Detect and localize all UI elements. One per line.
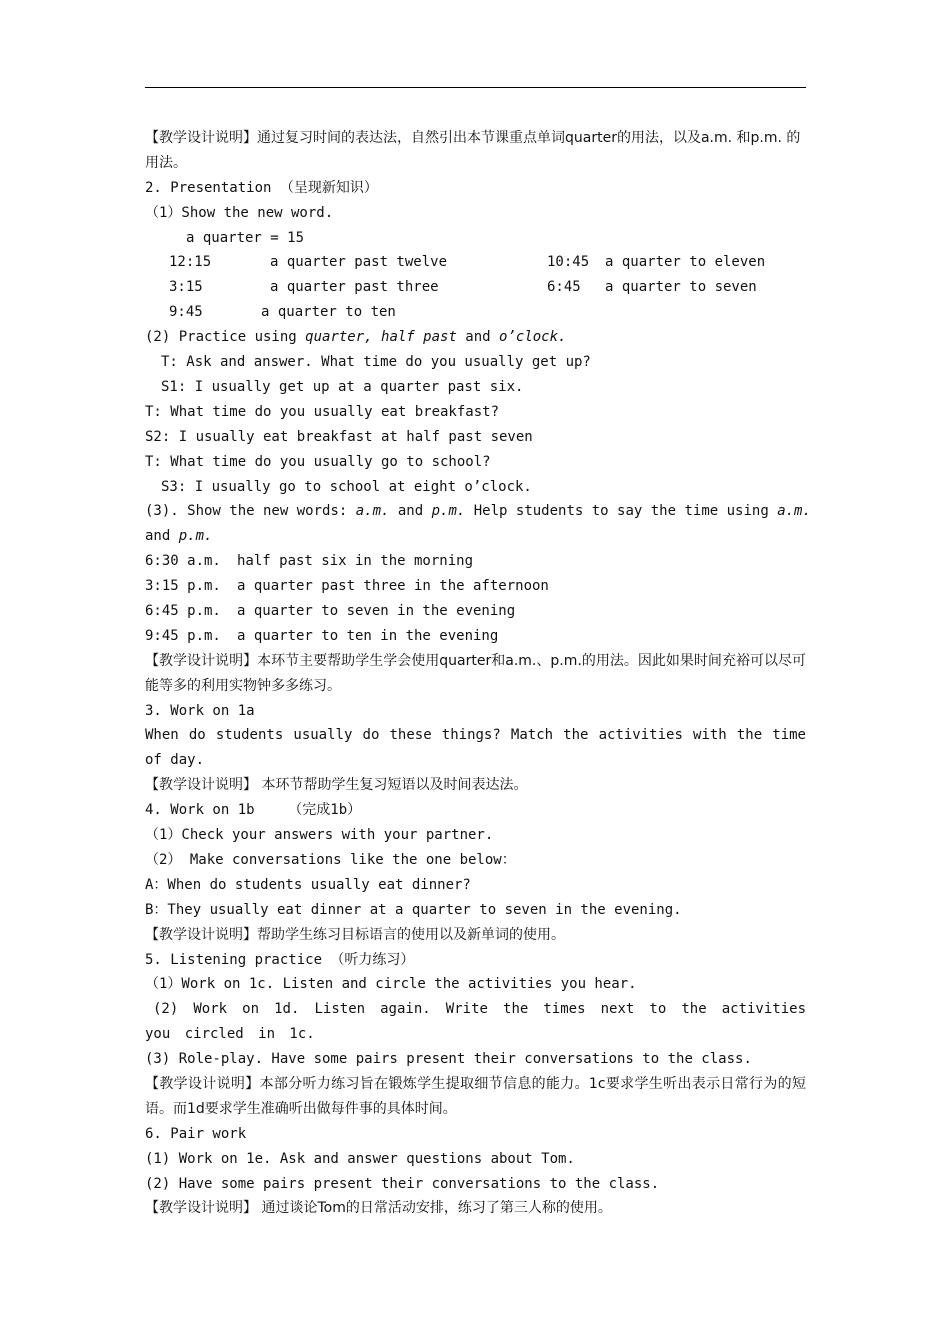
text-run-italic: p.m. <box>431 503 466 520</box>
text-run-italic: quarter, half past <box>305 329 457 346</box>
text-run: and <box>145 528 179 545</box>
time-value: 10:45 <box>547 254 590 271</box>
paragraph: （2） Make conversations like the one below： <box>145 851 516 868</box>
time-phrase: a quarter to seven in the evening <box>237 602 516 619</box>
dialogue-line: S2: I usually eat breakfast at half past seven <box>145 428 533 445</box>
text-run: (3). Show the new words: <box>145 503 356 520</box>
text-run-italic: a.m. <box>355 503 390 520</box>
time-row <box>145 250 806 275</box>
paragraph: When do students usually do these things? Match the activities with the time of day. <box>145 727 806 769</box>
note-label: 【教学设计说明】 <box>145 130 257 146</box>
document-body <box>145 126 811 1221</box>
time-phrase: half past six in the morning <box>237 553 474 570</box>
time-row <box>145 275 806 300</box>
paragraph: （1）Work on 1c. Listen and circle the activities you hear. <box>145 976 637 993</box>
design-note-6 <box>145 1196 806 1221</box>
time-value: 6:30 a.m. <box>145 553 221 570</box>
note-text: 通过谈论Tom的日常活动安排，练习了第三人称的使用。 <box>257 1200 612 1217</box>
note-label: 【教学设计说明】 <box>145 777 257 794</box>
time-phrase: a quarter past twelve <box>270 254 448 271</box>
dialogue-line: T: What time do you usually eat breakfast? <box>145 403 500 420</box>
section-heading: 4. Work on 1b （完成1b） <box>145 802 362 819</box>
text-run: and <box>456 329 500 346</box>
section-heading: 6. Pair work <box>145 1125 247 1142</box>
time-phrase: a quarter to seven <box>605 279 757 296</box>
text-run-italic: p.m. <box>178 528 213 545</box>
paragraph: (3) Role-play. Have some pairs present their conversations to the class. <box>145 1051 752 1068</box>
note-text: 帮助学生练习目标语言的使用以及新单词的使用。 <box>257 926 565 943</box>
time-row <box>145 300 806 325</box>
section-heading: 3. Work on 1a <box>145 702 255 719</box>
note-label: 【教学设计说明】 <box>145 1076 260 1092</box>
time-phrase: a quarter past three <box>270 279 439 296</box>
dialogue-line: S1: I usually get up at a quarter past six. <box>161 378 524 395</box>
note-text: 通过复习时间的表达法，自然引出本节课重点单词quarter的用法，以及a.m. 和p.m. 的用法。 <box>145 130 801 171</box>
paragraph: (1) Work on 1e. Ask and answer questions about Tom. <box>145 1150 575 1167</box>
paragraph: （1）Check your answers with your partner. <box>145 827 494 844</box>
time-value: 12:15 <box>169 254 212 271</box>
time-value: 9:45 <box>169 304 203 321</box>
section-heading: 2. Presentation （呈现新知识） <box>145 179 378 196</box>
text-run: Help students to say the time using <box>465 503 778 520</box>
time-row <box>145 549 806 574</box>
note-text: 本环节主要帮助学生学会使用quarter和a.m.、p.m.的用法。因此如果时间充裕可以尽可能等多的利用实物钟多多练习。 <box>145 652 807 694</box>
note-label: 【教学设计说明】 <box>145 926 257 943</box>
paragraph <box>145 499 811 524</box>
time-row <box>145 574 806 599</box>
section-heading: 5. Listening practice （听力练习） <box>145 951 415 968</box>
dialogue-line: T: What time do you usually go to school? <box>145 453 491 470</box>
paragraph <box>145 524 806 549</box>
time-phrase: a quarter past three in the afternoon <box>237 578 549 595</box>
header-rule <box>145 87 806 88</box>
dialogue-line: A：When do students usually eat dinner? <box>145 876 471 893</box>
time-value: 6:45 <box>547 279 581 296</box>
paragraph: a quarter = 15 <box>186 229 305 246</box>
time-value: 3:15 p.m. <box>145 578 221 595</box>
text-run-italic: a.m. <box>777 503 811 520</box>
paragraph: （1）Show the new word. <box>145 204 334 221</box>
design-note-5 <box>145 1072 806 1122</box>
design-note-1 <box>145 126 806 176</box>
design-note-4 <box>145 923 806 948</box>
time-value: 6:45 p.m. <box>145 602 221 619</box>
paragraph: (2) Work on 1d. Listen again. Write the times next to the activities you circled in 1c. <box>145 1001 806 1043</box>
time-row <box>145 599 806 624</box>
paragraph <box>145 325 806 350</box>
text-run-italic: o’clock. <box>499 329 567 346</box>
time-phrase: a quarter to ten <box>261 304 396 321</box>
text-run: and <box>389 503 432 520</box>
time-value: 3:15 <box>169 279 203 296</box>
dialogue-line: B：They usually eat dinner at a quarter to seven in the evening. <box>145 901 682 918</box>
time-phrase: a quarter to ten in the evening <box>237 627 499 644</box>
text-run: (2) Practice using <box>145 329 306 346</box>
note-label: 【教学设计说明】 <box>145 652 258 669</box>
time-phrase: a quarter to eleven <box>605 254 766 271</box>
note-label: 【教学设计说明】 <box>145 1200 257 1217</box>
paragraph: (2) Have some pairs present their conversations to the class. <box>145 1175 660 1192</box>
time-row <box>145 624 806 649</box>
note-text: 本部分听力练习旨在锻炼学生提取细节信息的能力。1c要求学生听出表示日常行为的短语。而1d要求学生准确听出做每件事的具体时间。 <box>145 1076 806 1117</box>
dialogue-line: T: Ask and answer. What time do you usually get up? <box>161 354 591 371</box>
design-note-3 <box>145 773 806 798</box>
dialogue-line: S3: I usually go to school at eight o’clock. <box>161 478 532 495</box>
time-value: 9:45 p.m. <box>145 627 221 644</box>
note-text: 本环节帮助学生复习短语以及时间表达法。 <box>257 777 528 794</box>
design-note-2 <box>145 649 806 699</box>
